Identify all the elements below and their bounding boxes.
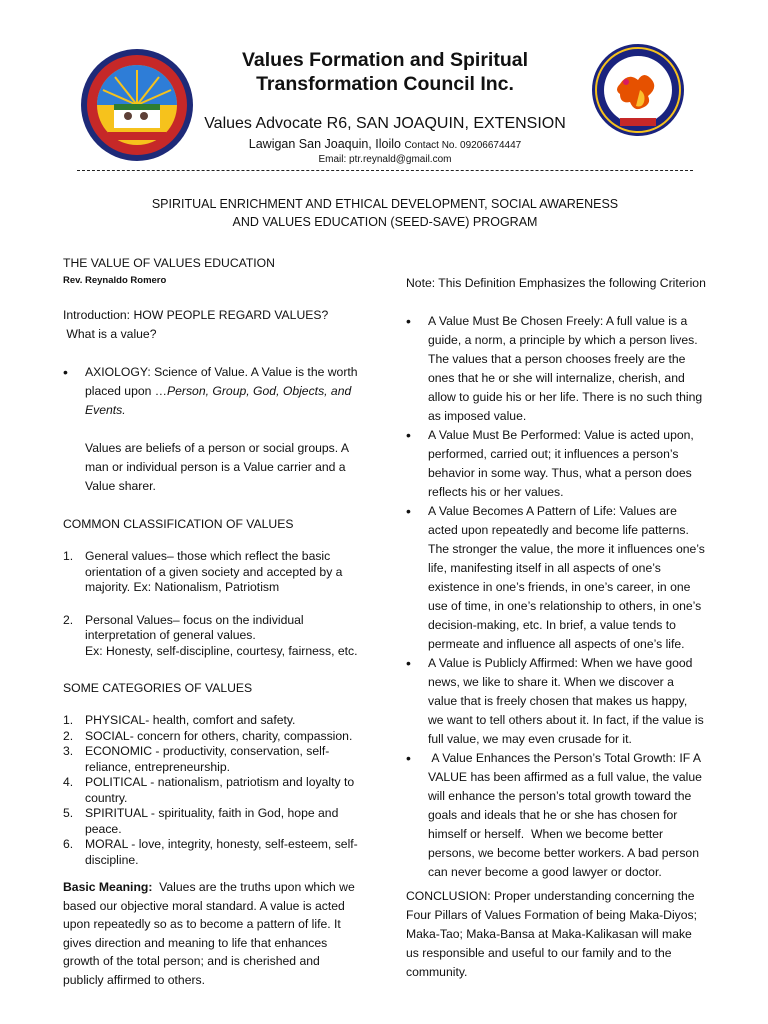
list-item: • A Value is Publicly Affirmed: When we have good news, we like to share it. When we discover a value that is freely chosen that makes us happy, we want to tell others about it. In fact, if the value is full value, we may even crusade for it. xyxy=(406,654,706,749)
list-item: 2. SOCIAL- concern for others, charity, compassion. xyxy=(63,728,353,743)
program-title xyxy=(120,195,650,231)
criteria-list xyxy=(406,312,706,882)
conclusion-paragraph: CONCLUSION: Proper understanding concerning the Four Pillars of Values Formation of being Maka-Diyos; Maka-Tao; Maka-Bansa at Maka-Kalikasan will make us responsible and useful to our family and to the community. xyxy=(406,889,698,979)
axiology-item xyxy=(63,363,385,420)
list-item: 3. ECONOMIC - productivity, conservation, self-reliance, entrepreneurship. xyxy=(63,744,330,774)
list-item: 1. PHYSICAL- health, comfort and safety. xyxy=(63,713,296,727)
categories-heading: SOME CATEGORIES OF VALUES xyxy=(63,681,253,695)
beliefs-paragraph: Values are beliefs of a person or social groups. A man or individual person is a Value carrier and a Value sharer. xyxy=(85,441,349,493)
axiology-text: AXIOLOGY: Science of Value. A Value is the worth placed upon … xyxy=(85,365,358,398)
basic-meaning-label: Basic Meaning: xyxy=(63,880,153,894)
title-line-1: Values Formation and Spiritual xyxy=(241,49,529,71)
contact-number: Contact No. 09206674447 xyxy=(404,140,522,151)
basic-meaning-text: Values are the truths upon which we based our objective moral standard. A value is acted upon repeatedly so as to become a pattern of life. It gives direction and meaning to life that enhances growth of the total person; and is cherished and publicly affirmed to others. xyxy=(63,880,359,987)
title-line-2: Transformation Council Inc. xyxy=(256,73,514,95)
axiology-italic: Person, Group, God, Objects, and Events. xyxy=(85,384,352,417)
author: Rev. Reynaldo Romero xyxy=(63,275,167,286)
list-item: 2. Personal Values– focus on the individual interpretation of general values. Ex: Honesty, self-discipline, courtesy, fairness, etc. xyxy=(63,612,358,658)
list-item: • A Value Must Be Chosen Freely: A full value is a guide, a norm, a principle by which a person lives. The values that a person chooses freely are the ones that he or she will internalize, cherish, and allow to guide his or her life. There is no such thing as imposed value. xyxy=(406,312,706,426)
basic-meaning-paragraph xyxy=(63,878,363,990)
list-item: • A Value Enhances the Person’s Total Growth: IF A VALUE has been affirmed as a full value, the value will enhance the person’s total growth toward the goals and ideals that he or she has chosen for himself or herself. When we become better persons, we become better workers. A bad person can never become a good lawyer or doctor. xyxy=(406,749,706,882)
organization-title xyxy=(160,48,610,96)
note-line: Note: This Definition Emphasizes the following Criterion xyxy=(406,276,706,290)
program-line-1: SPIRITUAL ENRICHMENT AND ETHICAL DEVELOPMENT, SOCIAL AWARENESS xyxy=(151,197,619,211)
address: Lawigan San Joaquin, Iloilo xyxy=(248,137,401,151)
list-item: • A Value Must Be Performed: Value is acted upon, performed, carried out; it influences a person’s behavior in some way. Thus, what a person does reflects his or her values. xyxy=(406,426,706,502)
subtitle: Values Advocate R6, SAN JOAQUIN, EXTENSION xyxy=(204,115,566,132)
categories-list xyxy=(63,713,363,868)
list-item: 6. MORAL - love, integrity, honesty, self-esteem, self-discipline. xyxy=(63,837,358,867)
email: Email: ptr.reynald@gmail.com xyxy=(318,154,452,165)
program-line-2: AND VALUES EDUCATION (SEED-SAVE) PROGRAM xyxy=(232,215,538,229)
list-item: 4. POLITICAL - nationalism, patriotism and loyalty to country. xyxy=(63,775,355,805)
classification-list xyxy=(63,549,363,659)
list-item: 1. General values– those which reflect the basic orientation of a given society and accepted by a majority. Ex: Nationalism, Patriotism xyxy=(63,549,343,594)
classification-heading: COMMON CLASSIFICATION OF VALUES xyxy=(63,517,294,531)
list-item: 5. SPIRITUAL - spirituality, faith in God, hope and peace. xyxy=(63,806,339,836)
list-item: • A Value Becomes A Pattern of Life: Values are acted upon repeatedly and become life patterns. The stronger the value, the more it influences one’s life, manifesting itself in all aspects of one’s existence in one’s friends, in one’s career, in one use of time, in one’s relationship to others, in one’s decision-making, etc. In brief, a value tends to permeate and influence all aspects of one’s life. xyxy=(406,502,706,654)
article-heading: THE VALUE OF VALUES EDUCATION xyxy=(63,256,275,270)
divider xyxy=(77,170,693,171)
intro-heading: Introduction: HOW PEOPLE REGARD VALUES? xyxy=(63,308,329,322)
intro-question: What is a value? xyxy=(63,327,157,341)
address-line xyxy=(150,137,620,151)
